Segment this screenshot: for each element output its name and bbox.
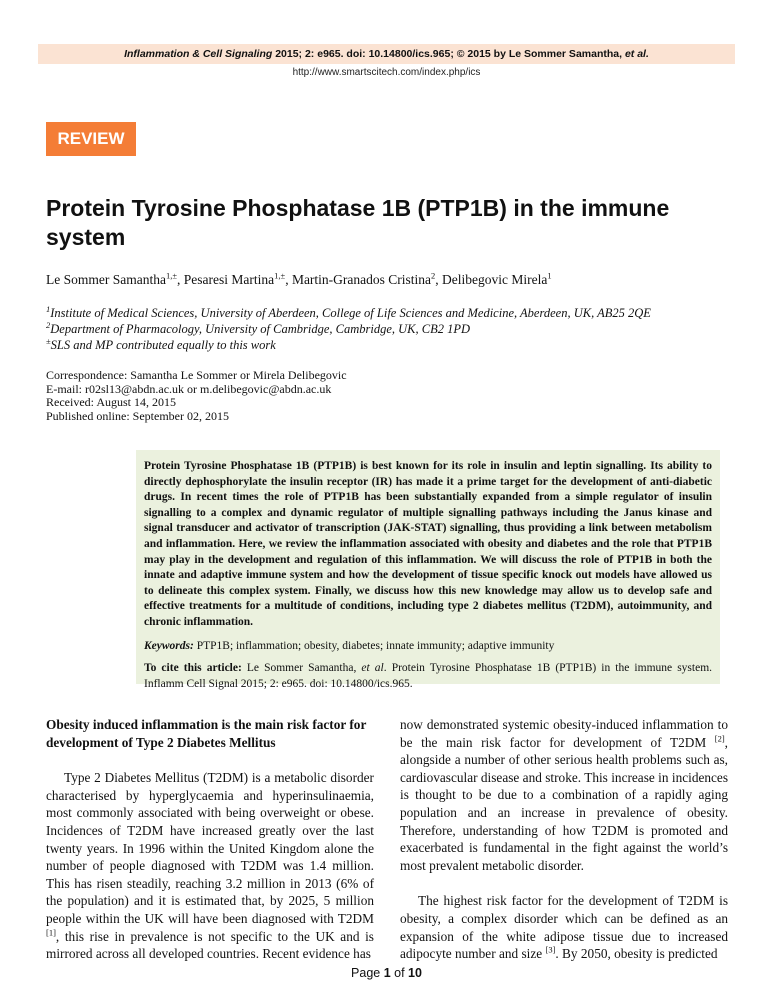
keywords-line <box>144 639 712 655</box>
affiliation-sup: ± <box>46 335 51 346</box>
author-name: Delibegovic Mirela <box>442 272 548 287</box>
author-sep: , <box>285 272 292 287</box>
affiliation-list <box>46 305 736 353</box>
body-text: Type 2 Diabetes Mellitus (T2DM) is a metabolic disorder characterised by hyperglycaemia and hyperinsulinaemia, most commonly associated with being overweight or obese. Incidences of T2DM have increased greatly over the last twenty years. In 1996 within the United Kingdom alone the number of people diagnosed with T2DM was 1.4 million. This has risen steadily, reaching 3.2 million in 2013 (6% of the population) and it is estimated that, by 2025, 5 million people within the UK will have been diagnosed with T2DM <box>46 770 374 926</box>
article-title: Protein Tyrosine Phosphatase 1B (PTP1B) in the immune system <box>46 195 670 250</box>
published-date: Published online: September 02, 2015 <box>46 408 229 423</box>
journal-url[interactable]: http://www.smartscitech.com/index.php/ics <box>292 67 481 78</box>
page-total: 10 <box>408 966 422 980</box>
reference-link[interactable]: [3] <box>545 944 556 955</box>
affiliation-sup: 1 <box>46 303 51 314</box>
body-text: , alongside a number of other serious health problems such as, cardiovascular disease and stroke. This increase in incidences is thought to be due to a combination of a rapidly aging population and an increase in prevalence of obesity. Therefore, understanding of how T2DM is promoted and exacerbated is fundamental in the fight against the world’s most prevalent metabolic disorder. <box>400 734 728 873</box>
body-paragraph <box>46 769 374 963</box>
received-date: Received: August 14, 2015 <box>46 395 176 409</box>
body-column-left <box>46 716 374 963</box>
affiliation-sup: 2 <box>46 319 51 330</box>
body-paragraph <box>400 716 728 874</box>
page-current: 1 <box>383 966 391 980</box>
author-sep: , <box>435 272 443 287</box>
affiliation-text: Institute of Medical Sciences, University of Aberdeen, College of Life Sciences and Medicine, Aberdeen, UK, AB25 2QE <box>50 306 651 320</box>
author-affil-sup: 1,± <box>165 270 178 281</box>
author-name: Le Sommer Samantha <box>46 272 166 287</box>
author-affil-sup: 1,± <box>274 270 286 281</box>
body-column-right <box>400 716 728 963</box>
keywords-label: Keywords: <box>144 639 194 652</box>
body-text: , this rise in prevalence is not specific to the UK and is mirrored across all developed countries. Recent evidence has <box>46 928 374 962</box>
reference-link[interactable]: [1] <box>46 927 56 938</box>
journal-name: Inflammation & Cell Signaling <box>124 48 273 60</box>
journal-header-bar <box>38 44 735 64</box>
page-label: Page <box>351 966 384 980</box>
body-text: . By 2050, obesity is predicted <box>555 946 718 962</box>
body-text: The highest risk factor for the development of T2DM is obesity, a complex disorder which can be defined as an expansion of the white adipose tissue due to increased adipocyte number and size <box>400 893 728 962</box>
cite-post: . Protein Tyrosine Phosphatase 1B (PTP1B) in the immune system. Inflamm Cell Signal 2015; 2: e965. doi: 10.14800/ics.965. <box>144 662 713 690</box>
journal-citation: 2015; 2: e965. doi: 10.14800/ics.965; © 2015 by Le Sommer Samantha, <box>272 48 625 60</box>
page-of: of <box>390 966 409 980</box>
author-list <box>46 272 736 288</box>
body-paragraph <box>400 892 728 962</box>
affiliation-text: SLS and MP contributed equally to this work <box>50 338 276 352</box>
correspondence-line: Correspondence: Samantha Le Sommer or Mirela Delibegovic <box>46 368 347 382</box>
author-affil-sup: 1 <box>547 270 552 281</box>
author-name: Pesaresi Martina <box>183 272 275 287</box>
reference-link[interactable]: [2] <box>714 733 725 744</box>
affiliation-item <box>46 305 736 321</box>
affiliation-item <box>46 321 736 337</box>
page-number <box>0 966 773 980</box>
author-sep: , <box>177 272 184 287</box>
journal-etal: et al. <box>624 48 649 60</box>
cite-pre: Le Sommer Samantha, <box>241 662 362 675</box>
section-heading: Obesity induced inflammation is the main risk factor for development of Type 2 Diabetes Mellitus <box>46 717 367 750</box>
keywords-text: PTP1B; inflammation; obesity, diabetes; innate immunity; adaptive immunity <box>193 639 555 652</box>
review-badge: REVIEW <box>46 122 136 156</box>
cite-etal: et al <box>361 662 384 675</box>
body-text: now demonstrated systemic obesity-induced inflammation to be the main risk factor for development of T2DM <box>400 717 728 750</box>
cite-label: To cite this article: <box>144 662 242 675</box>
correspondence-email[interactable]: E-mail: r02sl13@abdn.ac.uk or m.delibegovic@abdn.ac.uk <box>46 381 332 396</box>
abstract-box <box>136 450 720 690</box>
author-name: Martin-Granados Cristina <box>291 272 432 287</box>
correspondence-block <box>46 369 736 423</box>
author-affil-sup: 2 <box>431 270 436 281</box>
affiliation-item <box>46 337 736 353</box>
affiliation-text: Department of Pharmacology, University of Cambridge, Cambridge, UK, CB2 1PD <box>50 322 471 336</box>
abstract-text: Protein Tyrosine Phosphatase 1B (PTP1B) is best known for its role in insulin and leptin signalling. Its ability to directly dephosphorylate the insulin receptor (IR) has made it a prime target for the development of anti-diabetic drugs. In recent times the role of PTP1B has been substantially expanded from a simple regulator of insulin signalling to a complex and dynamic regulator of multiple signalling pathways including the Janus kinase and signal transducer and activator of transcription (JAK-STAT) signalling, thus providing a link between metabolism and inflammation. Here, we review the inflammation associated with obesity and diabetes and the role that PTP1B may play in the development and regulation of this inflammation. We will discuss the role of PTP1B in both the innate and adaptive immune system and how the development of tissue specific knock out models have allowed us to delineate this complex system. Finally, we discuss how this new knowledge may allow us to develop safe and effective treatments for a multitude of conditions, including type 2 diabetes mellitus (T2DM), autoimmunity, and chronic inflammation. <box>144 460 712 628</box>
cite-line <box>144 661 712 692</box>
